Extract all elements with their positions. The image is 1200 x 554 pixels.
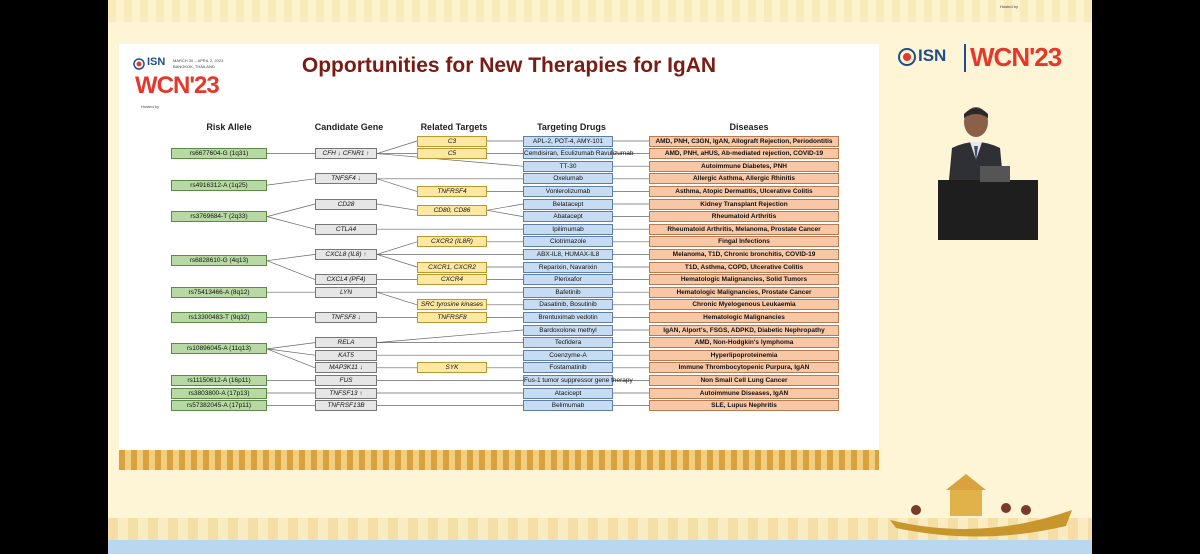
related-target-box: SRC tyrosine kinases: [417, 299, 487, 310]
targeting-drug-box: Ipilimumab: [523, 224, 613, 235]
disease-box: Rheumatoid Arthritis: [649, 211, 839, 222]
targeting-drug-box: Fostamatinib: [523, 362, 613, 373]
risk-allele-box: rs75413466-A (8q12): [171, 287, 267, 298]
disease-box: IgAN, Alport's, FSGS, ADPKD, Diabetic Nephropathy: [649, 325, 839, 336]
disease-box: Hyperlipoproteinemia: [649, 350, 839, 361]
targeting-drug-box: Bardoxolone methyl: [523, 325, 613, 336]
disease-box: Hematologic Malignancies: [649, 312, 839, 323]
related-target-box: SYK: [417, 362, 487, 373]
risk-allele-box: rs11150612-A (16p11): [171, 375, 267, 386]
related-target-box: C5: [417, 148, 487, 159]
candidate-gene-box: LYN: [315, 287, 377, 298]
left-letterbox: [0, 0, 108, 554]
slide-isn-globe-icon: [133, 58, 145, 70]
targeting-drug-box: Reparixin, Navarixin: [523, 262, 613, 273]
related-target-box: TNFRSF8: [417, 312, 487, 323]
header-risk-allele: Risk Allele: [206, 122, 252, 132]
presentation-slide: [119, 44, 879, 470]
risk-allele-box: rs6677604-G (1q31): [171, 148, 267, 159]
candidate-gene-box: KAT5: [315, 350, 377, 361]
candidate-gene-box: CTLA4: [315, 224, 377, 235]
related-target-box: CXCR4: [417, 274, 487, 285]
header-diseases: Diseases: [729, 122, 769, 132]
risk-allele-box: rs3769684-T (2q33): [171, 211, 267, 222]
slide-hosted-by: Hosted by: [141, 104, 160, 109]
disease-box: T1D, Asthma, COPD, Ulcerative Colitis: [649, 262, 839, 273]
stage-wcn-text: WCN'23: [970, 42, 1062, 72]
risk-allele-box: rs10896045-A (11q13): [171, 343, 267, 354]
related-target-box: CXCR1, CXCR2: [417, 262, 487, 273]
targeting-drug-box: Brentuximab vedotin: [523, 312, 613, 323]
targeting-drug-box: Belimumab: [523, 400, 613, 411]
disease-box: Melanoma, T1D, Chronic bronchitis, COVID-19: [649, 249, 839, 260]
targeting-drug-box: Coenzyme-A: [523, 350, 613, 361]
risk-allele-box: rs3803800-A (17p13): [171, 388, 267, 399]
stage-logo-divider: [964, 44, 966, 72]
related-target-box: C3: [417, 136, 487, 147]
podium-laptop: [980, 166, 1010, 182]
isn-globe-icon: [898, 48, 916, 66]
targeting-drug-box: Bafetinib: [523, 287, 613, 298]
candidate-gene-box: MAP3K11 ↓: [315, 362, 377, 373]
candidate-gene-box: TNFRSF13B: [315, 400, 377, 411]
stage-wcn-logo: [898, 42, 1078, 78]
stage-isn-text: ISN: [918, 46, 947, 65]
candidate-gene-box: TNFSF8 ↓: [315, 312, 377, 323]
disease-box: Non Small Cell Lung Cancer: [649, 375, 839, 386]
disease-box: Kidney Transplant Rejection: [649, 199, 839, 210]
right-letterbox: [1092, 0, 1200, 554]
related-target-box: CXCR2 (IL8R): [417, 236, 487, 247]
targeting-drug-box: Oxelumab: [523, 173, 613, 184]
slide-wcn-logo: [133, 54, 243, 116]
candidate-gene-box: FUS: [315, 375, 377, 386]
targeting-drug-box: ABX-IL8, HUMAX-IL8: [523, 249, 613, 260]
header-related-targets: Related Targets: [420, 122, 488, 132]
slide-title: Opportunities for New Therapies for IgAN: [301, 54, 717, 77]
candidate-gene-box: TNFSF4 ↓: [315, 173, 377, 184]
disease-box: Chronic Myelogenous Leukaemia: [649, 299, 839, 310]
targeting-drug-box: Clotrimazole: [523, 236, 613, 247]
conference-stage-background: [108, 0, 1092, 554]
disease-box: AMD, Non-Hodgkin's lymphoma: [649, 337, 839, 348]
slide-isn-text: ISN: [147, 56, 166, 68]
disease-box: Immune Thrombocytopenic Purpura, IgAN: [649, 362, 839, 373]
candidate-gene-box: CFH ↓ CFNR1 ↑: [315, 148, 377, 159]
candidate-gene-box: RELA: [315, 337, 377, 348]
top-thai-pattern: [108, 0, 1092, 22]
targeting-drug-box: Atacicept: [523, 388, 613, 399]
disease-box: Asthma, Atopic Dermatitis, Ulcerative Colitis: [649, 186, 839, 197]
stage-hosted-by: Hosted by: [1000, 4, 1019, 9]
disease-box: AMD, PNH, aHUS, Ab-mediated rejection, COVID-19: [649, 148, 839, 159]
related-target-box: TNFRSF4: [417, 186, 487, 197]
targeting-drug-box: Belatacept: [523, 199, 613, 210]
candidate-gene-box: TNFSF13 ↑: [315, 388, 377, 399]
disease-box: Rheumatoid Arthritis, Melanoma, Prostate Cancer: [649, 224, 839, 235]
disease-box: Hematologic Malignancies, Prostate Cancer: [649, 287, 839, 298]
disease-box: Allergic Asthma, Allergic Rhinitis: [649, 173, 839, 184]
slide-logo-dates: MARCH 30 – APRIL 2, 2023: [173, 58, 224, 63]
candidate-gene-box: CXCL4 (PF4): [315, 274, 377, 285]
targeting-drug-box: Plerixafor: [523, 274, 613, 285]
header-candidate-gene: Candidate Gene: [314, 122, 384, 132]
slide-logo-location: BANGKOK, THAILAND: [173, 64, 215, 69]
disease-box: Hematologic Malignancies, Solid Tumors: [649, 274, 839, 285]
slide-wcn-text: WCN'23: [135, 72, 219, 99]
related-target-box: CD80, CD86: [417, 205, 487, 216]
risk-allele-box: rs13300483-T (9q32): [171, 312, 267, 323]
disease-box: Autoimmune Diseases, IgAN: [649, 388, 839, 399]
header-targeting-drugs: Targeting Drugs: [537, 122, 606, 132]
thai-boat-illustration: [886, 470, 1076, 540]
targeting-drug-box: Cemdisiran, Eculizumab Ravulizumab: [524, 150, 634, 158]
targeting-drug-box: TT-30: [523, 161, 613, 172]
podium: [938, 180, 1038, 240]
risk-allele-box: rs57382045-A (17p11): [171, 400, 267, 411]
targeting-drug-box: Fus-1 tumor suppressor gene therapy: [524, 376, 633, 384]
bottom-water-band: [108, 540, 1092, 554]
disease-box: Fingal Infections: [649, 236, 839, 247]
candidate-gene-box: CD28: [315, 199, 377, 210]
targeting-drug-box: Abatacept: [523, 211, 613, 222]
disease-box: SLE, Lupus Nephritis: [649, 400, 839, 411]
disease-box: Autoimmune Diabetes, PNH: [649, 161, 839, 172]
risk-allele-box: rs6828610-G (4q13): [171, 255, 267, 266]
targeting-drug-box: Tecfidera: [523, 337, 613, 348]
candidate-gene-box: CXCL8 (IL8) ↑: [315, 249, 377, 260]
disease-box: AMD, PNH, C3GN, IgAN, Allograft Rejection, Periodontitis: [649, 136, 839, 147]
targeting-drug-box: Vonlerolizumab: [523, 186, 613, 197]
risk-allele-box: rs4916312-A (1q25): [171, 180, 267, 191]
slide-bottom-pattern: [119, 450, 879, 470]
targeting-drug-box: APL-2, POT-4, AMY-101: [523, 136, 613, 147]
targeting-drug-box: Dasatinib, Bosutinib: [523, 299, 613, 310]
